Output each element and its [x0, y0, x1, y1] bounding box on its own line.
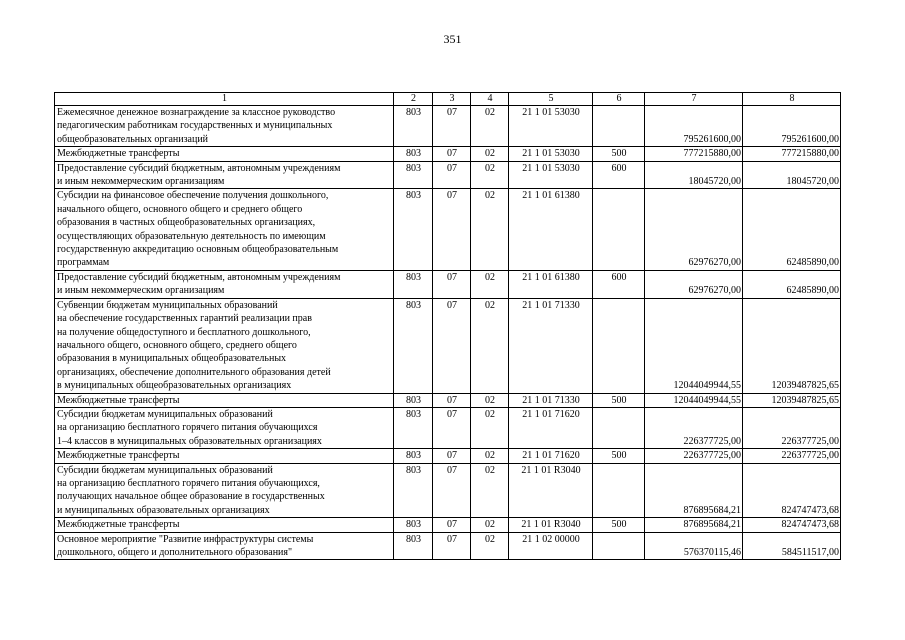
- target-article-code: 21 1 02 00000: [509, 532, 593, 560]
- expense-type-code: [593, 463, 645, 518]
- item-name: [55, 463, 394, 518]
- ministry-code: 803: [394, 189, 433, 270]
- target-article-code: 21 1 01 71620: [509, 449, 593, 463]
- subsection-code: 02: [471, 270, 509, 298]
- table-row: [55, 463, 841, 518]
- section-code: 07: [433, 449, 471, 463]
- subsection-code: 02: [471, 463, 509, 518]
- amount-col-8: 226377725,00: [743, 407, 841, 448]
- subsection-code: 02: [471, 189, 509, 270]
- amount-col-7: 777215880,00: [645, 147, 743, 161]
- target-article-code: 21 1 01 R3040: [509, 518, 593, 532]
- target-article-code: 21 1 01 71620: [509, 407, 593, 448]
- item-name-line: 1–4 классов в муниципальных образовательных организациях: [57, 435, 322, 447]
- item-name-line: Межбюджетные трансферты: [57, 450, 180, 462]
- header-row: [55, 93, 841, 106]
- item-name-line: начального общего, основного общего и среднего общего: [57, 203, 303, 215]
- amount-col-7: 12044049944,55: [645, 393, 743, 407]
- table-row: [55, 106, 841, 147]
- amount-col-7: 18045720,00: [645, 161, 743, 189]
- table-row: [55, 449, 841, 463]
- amount-col-8: 12039487825,65: [743, 298, 841, 393]
- section-code: 07: [433, 161, 471, 189]
- subsection-code: 02: [471, 518, 509, 532]
- section-code: 07: [433, 189, 471, 270]
- amount-col-8: 62485890,00: [743, 189, 841, 270]
- ministry-code: 803: [394, 463, 433, 518]
- subsection-code: 02: [471, 161, 509, 189]
- item-name: [55, 161, 394, 189]
- item-name-line: образования в муниципальных общеобразовательных: [57, 353, 287, 365]
- item-name-line: Предоставление субсидий бюджетным, автономным учреждениям: [57, 162, 341, 174]
- item-name-line: Предоставление субсидий бюджетным, автономным учреждениям: [57, 271, 341, 283]
- expense-type-code: 600: [593, 270, 645, 298]
- item-name-line: программам: [57, 257, 110, 269]
- item-name-line: Субсидии на финансовое обеспечение получения дошкольного,: [57, 190, 329, 202]
- header-cell: 1: [55, 93, 394, 106]
- item-name-line: образования в частных общеобразовательных организациях,: [57, 217, 316, 229]
- amount-col-7: 795261600,00: [645, 106, 743, 147]
- item-name-line: Межбюджетные трансферты: [57, 519, 180, 531]
- amount-col-7: 876895684,21: [645, 463, 743, 518]
- page-number: 351: [443, 32, 462, 46]
- item-name-line: Субсидии бюджетам муниципальных образований: [57, 464, 273, 476]
- item-name-line: и иным некоммерческим организациям: [57, 285, 225, 297]
- header-cell: 4: [471, 93, 509, 106]
- target-article-code: 21 1 01 71330: [509, 298, 593, 393]
- subsection-code: 02: [471, 407, 509, 448]
- item-name: [55, 532, 394, 560]
- expense-type-code: [593, 532, 645, 560]
- expense-type-code: 500: [593, 449, 645, 463]
- item-name: [55, 518, 394, 532]
- amount-col-8: 226377725,00: [743, 449, 841, 463]
- item-name: [55, 449, 394, 463]
- table-row: [55, 407, 841, 448]
- section-code: 07: [433, 407, 471, 448]
- item-name-line: на организацию бесплатного горячего питания обучающихся,: [57, 477, 320, 489]
- item-name: [55, 147, 394, 161]
- section-code: 07: [433, 532, 471, 560]
- table-row: [55, 147, 841, 161]
- section-code: 07: [433, 463, 471, 518]
- item-name: [55, 106, 394, 147]
- amount-col-8: 795261600,00: [743, 106, 841, 147]
- table-row: [55, 161, 841, 189]
- expense-type-code: [593, 298, 645, 393]
- expense-type-code: [593, 407, 645, 448]
- expense-type-code: 500: [593, 393, 645, 407]
- item-name-line: Ежемесячное денежное вознаграждение за классное руководство: [57, 107, 336, 118]
- amount-col-7: 226377725,00: [645, 449, 743, 463]
- expense-type-code: [593, 106, 645, 147]
- item-name-line: общеобразовательных организаций: [57, 133, 209, 145]
- header-cell: 2: [394, 93, 433, 106]
- amount-col-8: 824747473,68: [743, 518, 841, 532]
- ministry-code: 803: [394, 147, 433, 161]
- amount-col-8: 584511517,00: [743, 532, 841, 560]
- subsection-code: 02: [471, 147, 509, 161]
- item-name-line: на обеспечение государственных гарантий реализации прав: [57, 313, 312, 325]
- header-cell: 8: [743, 93, 841, 106]
- section-code: 07: [433, 147, 471, 161]
- expense-type-code: 500: [593, 147, 645, 161]
- item-name-line: Межбюджетные трансферты: [57, 148, 180, 160]
- header-cell: 5: [509, 93, 593, 106]
- amount-col-7: 62976270,00: [645, 189, 743, 270]
- ministry-code: 803: [394, 393, 433, 407]
- amount-col-8: 777215880,00: [743, 147, 841, 161]
- item-name: [55, 270, 394, 298]
- target-article-code: 21 1 01 R3040: [509, 463, 593, 518]
- table-row: [55, 298, 841, 393]
- subsection-code: 02: [471, 393, 509, 407]
- table-row: [55, 518, 841, 532]
- target-article-code: 21 1 01 53030: [509, 106, 593, 147]
- ministry-code: 803: [394, 270, 433, 298]
- item-name-line: получающих начальное общее образование в государственных: [57, 491, 325, 503]
- item-name-line: и иным некоммерческим организациям: [57, 176, 225, 188]
- item-name-line: на организацию бесплатного горячего питания обучающихся: [57, 422, 318, 434]
- amount-col-7: 226377725,00: [645, 407, 743, 448]
- amount-col-7: 876895684,21: [645, 518, 743, 532]
- ministry-code: 803: [394, 106, 433, 147]
- amount-col-8: 12039487825,65: [743, 393, 841, 407]
- section-code: 07: [433, 106, 471, 147]
- ministry-code: 803: [394, 407, 433, 448]
- expense-type-code: 500: [593, 518, 645, 532]
- amount-col-8: 824747473,68: [743, 463, 841, 518]
- item-name-line: начального общего, основного общего, среднего общего: [57, 339, 297, 351]
- target-article-code: 21 1 01 71330: [509, 393, 593, 407]
- item-name-line: дошкольного, общего и дополнительного образования": [57, 547, 293, 558]
- item-name-line: Основное мероприятие "Развитие инфраструктуры системы: [57, 533, 314, 545]
- section-code: 07: [433, 298, 471, 393]
- table-row: [55, 270, 841, 298]
- expense-type-code: [593, 189, 645, 270]
- target-article-code: 21 1 01 61380: [509, 270, 593, 298]
- item-name-line: педагогическим работникам государственных и муниципальных: [57, 120, 333, 132]
- budget-table: [54, 92, 841, 560]
- item-name: [55, 189, 394, 270]
- item-name-line: Субвенции бюджетам муниципальных образований: [57, 299, 278, 311]
- item-name-line: на получение общедоступного и бесплатного дошкольного,: [57, 326, 311, 338]
- ministry-code: 803: [394, 298, 433, 393]
- item-name: [55, 393, 394, 407]
- target-article-code: 21 1 01 61380: [509, 189, 593, 270]
- amount-col-7: 62976270,00: [645, 270, 743, 298]
- ministry-code: 803: [394, 532, 433, 560]
- table-row: [55, 393, 841, 407]
- ministry-code: 803: [394, 518, 433, 532]
- ministry-code: 803: [394, 449, 433, 463]
- section-code: 07: [433, 270, 471, 298]
- item-name-line: в муниципальных общеобразовательных организациях: [57, 380, 292, 392]
- item-name-line: Межбюджетные трансферты: [57, 394, 180, 406]
- target-article-code: 21 1 01 53030: [509, 147, 593, 161]
- section-code: 07: [433, 393, 471, 407]
- subsection-code: 02: [471, 449, 509, 463]
- ministry-code: 803: [394, 161, 433, 189]
- item-name-line: Субсидии бюджетам муниципальных образований: [57, 408, 273, 420]
- item-name: [55, 298, 394, 393]
- item-name-line: государственную аккредитацию основным общеобразовательным: [57, 244, 339, 256]
- table-row: [55, 189, 841, 270]
- section-code: 07: [433, 518, 471, 532]
- expense-type-code: 600: [593, 161, 645, 189]
- subsection-code: 02: [471, 532, 509, 560]
- header-cell: 7: [645, 93, 743, 106]
- item-name-line: организациях, обеспечение дополнительного образования детей: [57, 366, 331, 378]
- amount-col-7: 12044049944,55: [645, 298, 743, 393]
- header-cell: 3: [433, 93, 471, 106]
- amount-col-8: 18045720,00: [743, 161, 841, 189]
- amount-col-8: 62485890,00: [743, 270, 841, 298]
- item-name-line: и муниципальных образовательных организациях: [57, 504, 270, 516]
- subsection-code: 02: [471, 298, 509, 393]
- subsection-code: 02: [471, 106, 509, 147]
- item-name: [55, 407, 394, 448]
- target-article-code: 21 1 01 53030: [509, 161, 593, 189]
- item-name-line: осуществляющих образовательную деятельность по имеющим: [57, 230, 326, 242]
- amount-col-7: 576370115,46: [645, 532, 743, 560]
- table-row: [55, 532, 841, 560]
- header-cell: 6: [593, 93, 645, 106]
